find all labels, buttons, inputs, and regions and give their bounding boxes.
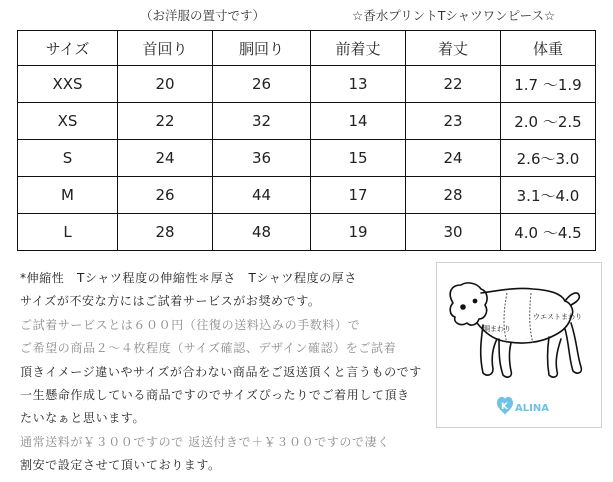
measurement-cell: 17 (311, 177, 406, 214)
measurement-cell: 24 (406, 140, 501, 177)
measurement-cell: 1.7 〜1.9 (501, 66, 596, 103)
table-row (18, 66, 596, 103)
measurement-cell: 13 (311, 66, 406, 103)
measurement-cell: 22 (406, 66, 501, 103)
table-row (18, 177, 596, 214)
measurement-cell: 44 (213, 177, 311, 214)
measurement-cell: 36 (213, 140, 311, 177)
size-table (17, 30, 596, 251)
column-header: 着丈 (406, 31, 501, 66)
measurement-cell: 26 (118, 177, 213, 214)
dog-measurement-illustration (436, 262, 602, 428)
note-line: ご希望の商品２～４枚程度（サイズ確認、デザイン確認）をご試着 (20, 341, 397, 356)
size-cell: L (18, 214, 118, 251)
column-header: サイズ (18, 31, 118, 66)
measurement-cell: 20 (118, 66, 213, 103)
size-cell: M (18, 177, 118, 214)
measurement-cell: 30 (406, 214, 501, 251)
dog-outline-drawing (437, 263, 601, 427)
note-line: 通常送料が￥３００ですので 返送付きで＋￥３００ですので凄く (20, 434, 390, 449)
measurement-cell: 26 (213, 66, 311, 103)
measurement-cell: 19 (311, 214, 406, 251)
measurement-cell: 22 (118, 103, 213, 140)
product-title: ☆香水プリントTシャツワンピース☆ (352, 8, 556, 23)
table-row (18, 214, 596, 251)
measurement-cell: 14 (311, 103, 406, 140)
note-line: サイズが不安な方にはご試着サービスがお奨めです。 (20, 294, 321, 309)
table-row (18, 140, 596, 177)
measurement-cell: 3.1〜4.0 (501, 177, 596, 214)
logo-mark: K (501, 402, 508, 412)
measurement-cell: 32 (213, 103, 311, 140)
measurement-cell: 4.0 〜4.5 (501, 214, 596, 251)
note-line: 一生懸命作成している商品ですのでサイズぴったりでご着用して頂き (20, 387, 410, 402)
measurement-cell: 48 (213, 214, 311, 251)
notes (20, 267, 440, 478)
column-header: 前着丈 (311, 31, 406, 66)
table-header-row (18, 31, 596, 66)
column-header: 胴回り (213, 31, 311, 66)
chest-label: 胴まわり (483, 325, 511, 333)
measurement-cell: 28 (406, 177, 501, 214)
note-line: 頂きイメージ違いやサイズが合わない商品をご返送頂くと言うものです (20, 364, 422, 379)
column-header: 首回り (118, 31, 213, 66)
size-cell: XXS (18, 66, 118, 103)
note-line: ご試着サービスとは６００円（往復の送料込みの手数料）で (20, 317, 361, 332)
note-line: 割安で設定させて頂いております。 (20, 458, 221, 473)
measurement-cell: 28 (118, 214, 213, 251)
table-row (18, 103, 596, 140)
measurement-cell: 24 (118, 140, 213, 177)
waist-label: ウエストまわり (533, 313, 582, 321)
measurement-cell: 15 (311, 140, 406, 177)
logo-text: ALINA (515, 403, 549, 414)
note-line: たいなぁと思います。 (20, 411, 146, 426)
size-cell: XS (18, 103, 118, 140)
note-line: *伸縮性 Tシャツ程度の伸縮性＊厚さ Tシャツ程度の厚さ (20, 271, 357, 285)
measurement-cell: 2.6〜3.0 (501, 140, 596, 177)
size-cell: S (18, 140, 118, 177)
measurement-cell: 2.0 〜2.5 (501, 103, 596, 140)
column-header: 体重 (501, 31, 596, 66)
kalina-logo (497, 397, 549, 415)
measurement-cell: 23 (406, 103, 501, 140)
table-caption: （お洋服の置寸です） (140, 8, 266, 23)
